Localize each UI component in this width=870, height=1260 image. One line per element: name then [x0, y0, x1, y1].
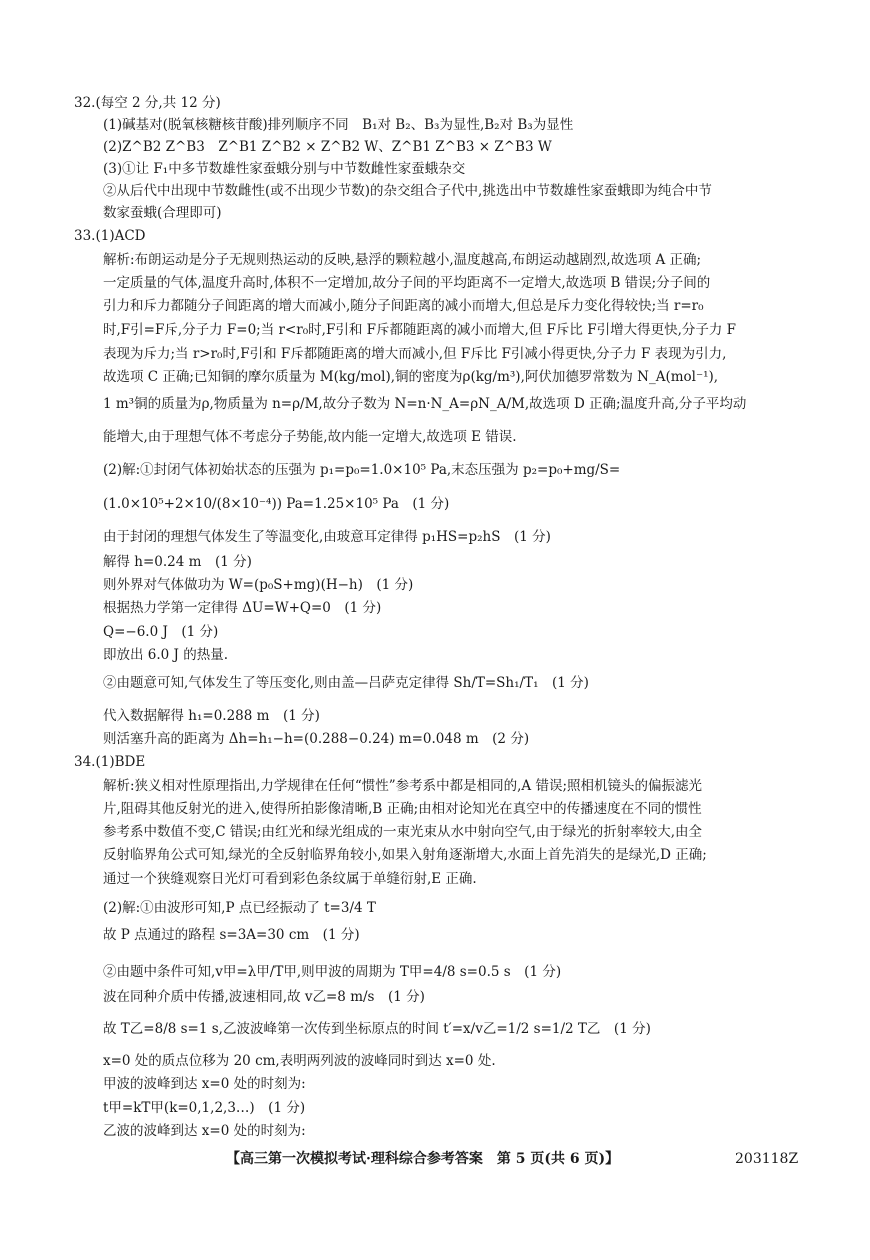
text-line: 由于封闭的理想气体发生了等温变化,由玻意耳定律得 p₁HS=p₂hS (1 分)	[103, 529, 551, 545]
text-line: 即放出 6.0 J 的热量.	[103, 647, 229, 663]
text-line: x=0 处的质点位移为 20 cm,表明两列波的波峰同时到达 x=0 处.	[103, 1053, 496, 1069]
text-line: 引力和斥力都随分子间距离的增大而减小,随分子间距离的减小而增大,但总是斥力变化得较快;当 r=r₀	[103, 298, 704, 314]
text-line: (2)解:①由波形可知,P 点已经振动了 t=3/4 T	[103, 900, 376, 916]
text-line: 时,F引=F斥,分子力 F=0;当 r<r₀时,F引和 F斥都随距离的减小而增大,但 F斥比 F引增大得更快,分子力 F	[103, 322, 737, 338]
text-line: 解析:狭义相对性原理指出,力学规律在任何“惯性”参考系中都是相同的,A 错误;照相机镜头的偏振滤光	[103, 778, 703, 794]
text-line: 故 T乙=8/8 s=1 s,乙波波峰第一次传到坐标原点的时间 t′=x/v乙=1/2 s=1/2 T乙 (1 分)	[103, 1021, 651, 1037]
text-line: 甲波的波峰到达 x=0 处的时刻为:	[103, 1076, 306, 1092]
text-line: 表现为斥力;当 r>r₀时,F引和 F斥都随距离的增大而减小,但 F斥比 F引减小得更快,分子力 F 表现为引力,	[103, 346, 727, 362]
text-line: 故 P 点通过的路程 s=3A=30 cm (1 分)	[103, 927, 360, 943]
text-line: 33.(1)ACD	[74, 228, 146, 244]
text-line: 片,阻碍其他反射光的进入,使得所拍影像清晰,B 正确;由相对论知光在真空中的传播速度在不同的惯性	[103, 801, 702, 817]
text-line: ②由题意可知,气体发生了等压变化,则由盖—吕萨克定律得 Sh/T=Sh₁/T₁ (1 分)	[103, 675, 589, 691]
page-footer-code: 203118Z	[735, 1151, 799, 1167]
page-footer-title: 【高三第一次模拟考试·理科综合参考答案 第 5 页(共 6 页)】	[226, 1151, 620, 1167]
text-line: 则活塞升高的距离为 Δh=h₁−h=(0.288−0.24) m=0.048 m (2 分)	[103, 731, 530, 747]
text-line: Q=−6.0 J (1 分)	[103, 624, 219, 640]
text-line: (1.0×10⁵+2×10/(8×10⁻⁴)) Pa=1.25×10⁵ Pa (1 分)	[103, 496, 450, 512]
text-line: ②从后代中出现中节数雌性(或不出现少节数)的杂交组合子代中,挑选出中节数雄性家蚕蛾即为纯合中节	[103, 183, 712, 199]
text-line: (3)①让 F₁中多节数雄性家蚕蛾分别与中节数雌性家蚕蛾杂交	[103, 161, 466, 177]
text-line: 解得 h=0.24 m (1 分)	[103, 554, 252, 570]
text-line: 故选项 C 正确;已知铜的摩尔质量为 M(kg/mol),铜的密度为ρ(kg/m³),阿伏加德罗常数为 N_A(mol⁻¹),	[103, 369, 719, 385]
text-line: 32.(每空 2 分,共 12 分)	[74, 95, 221, 111]
text-line: 1 m³铜的质量为ρ,物质量为 n=ρ/M,故分子数为 N=n·N_A=ρN_A/M,故选项 D 正确;温度升高,分子平均动	[103, 396, 747, 412]
text-line: 能增大,由于理想气体不考虑分子势能,故内能一定增大,故选项 E 错误.	[103, 429, 517, 445]
text-line: 一定质量的气体,温度升高时,体积不一定增加,故分子间的平均距离不一定增大,故选项 B 错误;分子间的	[103, 275, 711, 291]
text-line: 34.(1)BDE	[74, 754, 146, 770]
text-line: 反射临界角公式可知,绿光的全反射临界角较小,如果入射角逐渐增大,水面上首先消失的是绿光,D 正确;	[103, 847, 707, 863]
text-line: 解析:布朗运动是分子无规则热运动的反映,悬浮的颗粒越小,温度越高,布朗运动越剧烈,故选项 A 正确;	[103, 252, 702, 268]
text-line: 根据热力学第一定律得 ΔU=W+Q=0 (1 分)	[103, 600, 382, 616]
text-line: 通过一个狭缝观察日光灯可看到彩色条纹属于单缝衍射,E 正确.	[103, 871, 477, 887]
text-line: (1)碱基对(脱氧核糖核苷酸)排列顺序不同 B₁对 B₂、B₃为显性,B₂对 B₃为显性	[103, 117, 574, 133]
text-line: 波在同种介质中传播,波速相同,故 v乙=8 m/s (1 分)	[103, 989, 425, 1005]
text-line: 则外界对气体做功为 W=(p₀S+mg)(H−h) (1 分)	[103, 577, 414, 593]
text-line: 代入数据解得 h₁=0.288 m (1 分)	[103, 708, 320, 724]
text-line: 参考系中数值不变,C 错误;由红光和绿光组成的一束光束从水中射向空气,由于绿光的折射率较大,由全	[103, 824, 703, 840]
text-line: 乙波的波峰到达 x=0 处的时刻为:	[103, 1123, 306, 1139]
text-line: 数家蚕蛾(合理即可)	[103, 205, 222, 221]
text-line: (2)Z^B2 Z^B3 Z^B1 Z^B2 × Z^B2 W、Z^B1 Z^B3 × Z^B3 W	[103, 139, 552, 155]
text-line: (2)解:①封闭气体初始状态的压强为 p₁=p₀=1.0×10⁵ Pa,末态压强为 p₂=p₀+mg/S=	[103, 462, 621, 478]
text-line: ②由题中条件可知,v甲=λ甲/T甲,则甲波的周期为 T甲=4/8 s=0.5 s (1 分)	[103, 964, 562, 980]
text-line: t甲=kT甲(k=0,1,2,3…) (1 分)	[103, 1100, 306, 1116]
